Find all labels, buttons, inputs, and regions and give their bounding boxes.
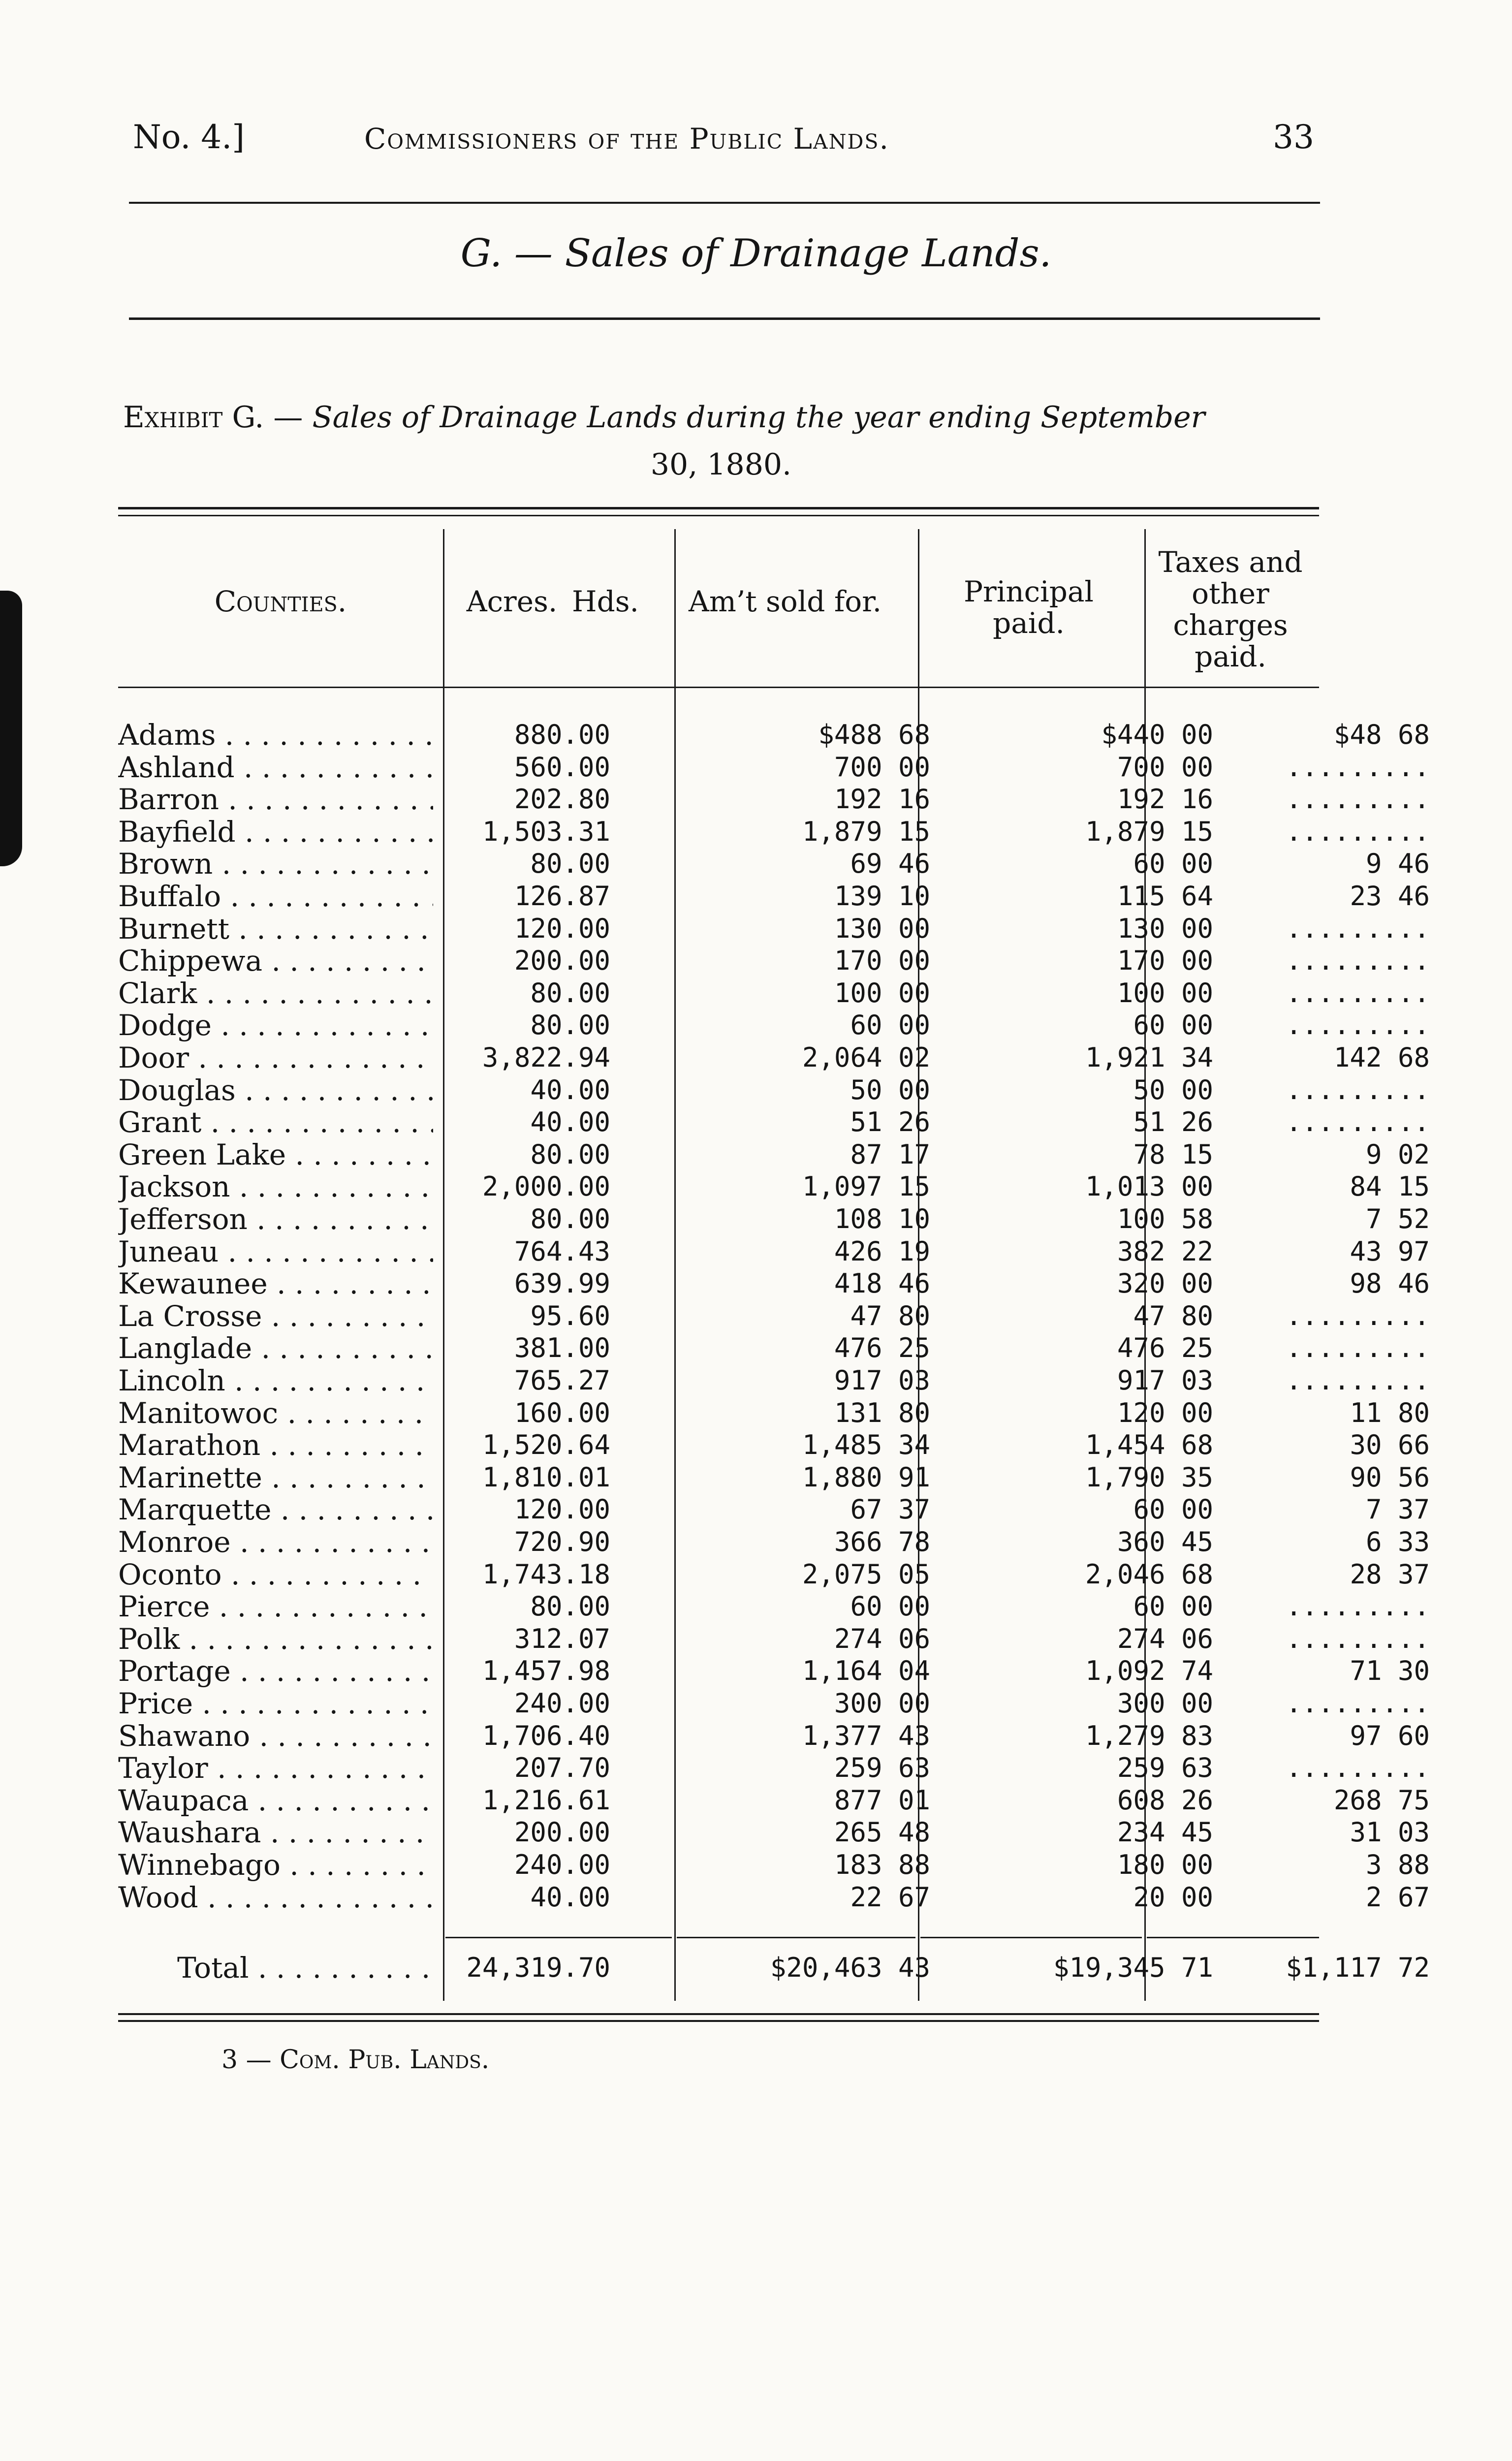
table-row	[118, 1138, 1430, 1171]
principal-cell: 1,454 68	[1085, 1429, 1213, 1461]
table-row	[118, 1009, 1430, 1042]
exhibit-date: 30, 1880.	[650, 447, 792, 482]
county-cell: Grant . . .	[118, 1106, 433, 1138]
acres-cell: 764.43	[514, 1235, 610, 1267]
acres-cell: 120.00	[514, 913, 610, 944]
page-header	[133, 118, 1314, 167]
table-row	[118, 1267, 1430, 1300]
county-cell: Marinette . . .	[118, 1461, 433, 1494]
total-taxes: $1,117 72	[1286, 1952, 1430, 1983]
acres-cell: 80.00	[530, 1203, 610, 1234]
section-title: G. — Sales of Drainage Lands.	[460, 231, 1052, 276]
county-cell: Waushara . . .	[118, 1816, 433, 1849]
principal-cell: 320 00	[1117, 1268, 1213, 1299]
taxes-cell: .........	[1286, 945, 1430, 977]
taxes-cell: .........	[1286, 1074, 1430, 1105]
principal-cell: 47 80	[1133, 1300, 1213, 1331]
principal-cell: 100 00	[1117, 977, 1213, 1009]
total-amount: $20,463 43	[770, 1952, 930, 1983]
principal-cell: 382 22	[1117, 1235, 1213, 1267]
drainage-sales-table	[118, 507, 1430, 2045]
table-row	[118, 1106, 1430, 1139]
taxes-cell: .........	[1286, 1591, 1430, 1622]
amount-cell: 60 00	[850, 1591, 930, 1622]
section-rule	[129, 317, 1320, 320]
amount-cell: 265 48	[834, 1817, 930, 1848]
col-header-acres: Acres.	[466, 585, 558, 618]
acres-cell: 3,822.94	[482, 1042, 610, 1073]
amount-cell: 183 88	[834, 1849, 930, 1880]
col-header-counties: Counties.	[214, 585, 347, 618]
principal-cell: 259 63	[1117, 1752, 1213, 1784]
amount-cell: 69 46	[850, 848, 930, 880]
acres-cell: 240.00	[514, 1688, 610, 1719]
county-cell: Jackson . . .	[118, 1170, 433, 1203]
taxes-cell: .........	[1286, 913, 1430, 944]
amount-cell: 51 26	[850, 1106, 930, 1138]
acres-cell: 40.00	[530, 1074, 610, 1105]
county-cell: Winnebago . . .	[118, 1849, 433, 1881]
principal-cell: 1,921 34	[1085, 1042, 1213, 1073]
principal-cell: 170 00	[1117, 945, 1213, 977]
county-cell: Burnett . . .	[118, 913, 433, 945]
table-row	[118, 1719, 1430, 1752]
taxes-cell: 3 88	[1365, 1849, 1430, 1880]
col-header-principal: Principal paid.	[964, 575, 1094, 640]
amount-cell: 67 37	[850, 1494, 930, 1525]
acres-cell: 560.00	[514, 751, 610, 783]
principal-cell: $440 00	[1101, 719, 1213, 750]
taxes-cell: 30 66	[1350, 1429, 1430, 1461]
acres-cell: 40.00	[530, 1881, 610, 1913]
principal-cell: 20 00	[1133, 1881, 1213, 1913]
exhibit-description: Sales of Drainage Lands during the year ending September	[312, 400, 1205, 435]
county-cell: Polk . . .	[118, 1623, 433, 1655]
taxes-cell: 2 67	[1365, 1881, 1430, 1913]
amount-cell: 426 19	[834, 1235, 930, 1267]
table-row	[118, 1332, 1430, 1365]
amount-cell: 1,485 34	[802, 1429, 930, 1461]
principal-cell: 192 16	[1117, 784, 1213, 815]
table-row	[118, 1881, 1430, 1914]
amount-cell: 917 03	[834, 1365, 930, 1396]
table-row	[118, 719, 1430, 751]
amount-cell: 2,064 02	[802, 1042, 930, 1073]
acres-cell: 1,503.31	[482, 816, 610, 847]
acres-cell: 202.80	[514, 784, 610, 815]
table-row	[118, 1849, 1430, 1881]
acres-cell: 1,810.01	[482, 1461, 610, 1493]
acres-cell: 880.00	[514, 719, 610, 750]
table-row	[118, 1558, 1430, 1591]
total-acres: 24,319.70	[466, 1952, 610, 1983]
county-cell: Dodge . . .	[118, 1009, 433, 1041]
acres-cell: 720.90	[514, 1526, 610, 1557]
acres-cell: 200.00	[514, 945, 610, 977]
page-number: 33	[1273, 118, 1314, 156]
county-cell: Pierce . . .	[118, 1590, 433, 1623]
table-row	[118, 1299, 1430, 1332]
amount-cell: 1,879 15	[802, 816, 930, 847]
acres-cell: 200.00	[514, 1817, 610, 1848]
principal-cell: 300 00	[1117, 1688, 1213, 1719]
county-cell: Barron . . .	[118, 783, 433, 816]
county-cell: Ashland . . .	[118, 751, 433, 784]
taxes-cell: .........	[1286, 1623, 1430, 1654]
table-row	[118, 1429, 1430, 1462]
principal-cell: 1,790 35	[1085, 1461, 1213, 1493]
county-cell: Douglas . . .	[118, 1074, 433, 1106]
county-cell: La Crosse . . .	[118, 1300, 433, 1332]
amount-cell: 170 00	[834, 945, 930, 977]
amount-cell: 50 00	[850, 1074, 930, 1105]
acres-cell: 1,216.61	[482, 1784, 610, 1816]
col-header-taxes: Taxes and other charges paid.	[1158, 545, 1303, 673]
table-row	[118, 977, 1430, 1010]
acres-cell: 240.00	[514, 1849, 610, 1880]
acres-cell: 120.00	[514, 1494, 610, 1525]
acres-cell: 312.07	[514, 1623, 610, 1654]
table-row	[118, 1073, 1430, 1106]
taxes-cell: 11 80	[1350, 1397, 1430, 1428]
acres-cell: 80.00	[530, 977, 610, 1009]
taxes-cell: .........	[1286, 1300, 1430, 1331]
county-cell: Jefferson . . .	[118, 1203, 433, 1235]
county-cell: Door . . .	[118, 1041, 433, 1074]
principal-cell: 234 45	[1117, 1817, 1213, 1848]
taxes-cell: .........	[1286, 1106, 1430, 1138]
total-rule-acres	[445, 1937, 672, 1938]
acres-cell: 80.00	[530, 1010, 610, 1041]
table-row	[118, 1752, 1430, 1785]
amount-cell: 259 63	[834, 1752, 930, 1784]
principal-cell: 700 00	[1117, 751, 1213, 783]
principal-cell: 180 00	[1117, 1849, 1213, 1880]
taxes-cell: 23 46	[1350, 881, 1430, 912]
principal-cell: 51 26	[1133, 1106, 1213, 1138]
amount-cell: 1,097 15	[802, 1171, 930, 1202]
total-rule-principal	[920, 1937, 1142, 1938]
taxes-cell: 7 37	[1365, 1494, 1430, 1525]
county-cell: Waupaca . . .	[118, 1784, 433, 1817]
taxes-cell: 28 37	[1350, 1558, 1430, 1590]
taxes-cell: 6 33	[1365, 1526, 1430, 1557]
table-row	[118, 1526, 1430, 1558]
table-row	[118, 1461, 1430, 1494]
principal-cell: 1,279 83	[1085, 1720, 1213, 1751]
principal-cell: 120 00	[1117, 1397, 1213, 1428]
taxes-cell: .........	[1286, 1010, 1430, 1041]
taxes-cell: .........	[1286, 784, 1430, 815]
amount-cell: 47 80	[850, 1300, 930, 1331]
table-row	[118, 1203, 1430, 1235]
amount-cell: 476 25	[834, 1332, 930, 1364]
table-top-rule	[118, 507, 1319, 509]
amount-cell: $488 68	[818, 719, 930, 750]
principal-cell: 50 00	[1133, 1074, 1213, 1105]
taxes-cell: $48 68	[1333, 719, 1430, 750]
county-cell: Chippewa . . .	[118, 945, 433, 977]
table-row	[118, 783, 1430, 816]
acres-cell: 1,743.18	[482, 1558, 610, 1590]
table-row	[118, 1235, 1430, 1268]
amount-cell: 130 00	[834, 913, 930, 944]
table-bottom-rule-2	[118, 2020, 1319, 2022]
acres-cell: 639.99	[514, 1268, 610, 1299]
principal-cell: 917 03	[1117, 1365, 1213, 1396]
amount-cell: 192 16	[834, 784, 930, 815]
principal-cell: 1,092 74	[1085, 1655, 1213, 1687]
county-cell: Bayfield . . .	[118, 816, 433, 848]
amount-cell: 60 00	[850, 1010, 930, 1041]
taxes-cell: 142 68	[1333, 1042, 1430, 1073]
total-principal: $19,345 71	[1053, 1952, 1213, 1983]
principal-cell: 1,879 15	[1085, 816, 1213, 847]
table-row	[118, 1170, 1430, 1203]
table-row	[118, 1396, 1430, 1429]
amount-cell: 418 46	[834, 1268, 930, 1299]
table-row	[118, 945, 1430, 978]
amount-cell: 108 10	[834, 1203, 930, 1234]
amount-cell: 100 00	[834, 977, 930, 1009]
principal-cell: 2,046 68	[1085, 1558, 1213, 1590]
county-cell: Marquette . . .	[118, 1493, 433, 1526]
taxes-cell: .........	[1286, 1332, 1430, 1364]
col-header-hds: Hds.	[572, 585, 639, 618]
taxes-cell: .........	[1286, 1752, 1430, 1784]
table-row	[118, 848, 1430, 881]
amount-cell: 22 67	[850, 1881, 930, 1913]
taxes-cell: .........	[1286, 1688, 1430, 1719]
principal-cell: 60 00	[1133, 848, 1213, 880]
county-cell: Shawano . . .	[118, 1720, 433, 1752]
table-row	[118, 1493, 1430, 1526]
table-row	[118, 912, 1430, 945]
table-row	[118, 1041, 1430, 1074]
county-cell: Buffalo . . .	[118, 880, 433, 913]
principal-cell: 1,013 00	[1085, 1171, 1213, 1202]
county-cell: Portage . . .	[118, 1655, 433, 1687]
acres-cell: 207.70	[514, 1752, 610, 1784]
amount-cell: 131 80	[834, 1397, 930, 1428]
total-label: Total . . .	[177, 1952, 433, 1984]
table-row	[118, 1590, 1430, 1623]
taxes-cell: 7 52	[1365, 1203, 1430, 1234]
acres-cell: 765.27	[514, 1365, 610, 1396]
amount-cell: 139 10	[834, 881, 930, 912]
total-rule-taxes	[1147, 1937, 1319, 1938]
amount-cell: 300 00	[834, 1688, 930, 1719]
principal-cell: 60 00	[1133, 1010, 1213, 1041]
table-row	[118, 1816, 1430, 1849]
taxes-cell: 43 97	[1350, 1235, 1430, 1267]
county-cell: Brown . . .	[118, 848, 433, 880]
acres-cell: 80.00	[530, 848, 610, 880]
taxes-cell: 90 56	[1350, 1461, 1430, 1493]
county-cell: Price . . .	[118, 1687, 433, 1720]
principal-cell: 608 26	[1117, 1784, 1213, 1816]
principal-cell: 476 25	[1117, 1332, 1213, 1364]
county-cell: Monroe . . .	[118, 1526, 433, 1558]
county-cell: Langlade . . .	[118, 1332, 433, 1364]
principal-cell: 100 58	[1117, 1203, 1213, 1234]
amount-cell: 700 00	[834, 751, 930, 783]
principal-cell: 78 15	[1133, 1138, 1213, 1170]
total-row	[118, 1952, 1430, 1984]
principal-cell: 60 00	[1133, 1494, 1213, 1525]
principal-cell: 360 45	[1117, 1526, 1213, 1557]
acres-cell: 1,457.98	[482, 1655, 610, 1687]
county-cell: Juneau . . .	[118, 1235, 433, 1268]
taxes-cell: 84 15	[1350, 1171, 1430, 1202]
taxes-cell: 9 46	[1365, 848, 1430, 880]
table-row	[118, 1364, 1430, 1397]
exhibit-label: Exhibit G. —	[123, 400, 303, 435]
table-row	[118, 815, 1430, 848]
taxes-cell: .........	[1286, 751, 1430, 783]
taxes-cell: 97 60	[1350, 1720, 1430, 1751]
county-cell: Lincoln . . .	[118, 1364, 433, 1397]
amount-cell: 87 17	[850, 1138, 930, 1170]
taxes-cell: 9 02	[1365, 1138, 1430, 1170]
acres-cell: 80.00	[530, 1138, 610, 1170]
acres-cell: 80.00	[530, 1591, 610, 1622]
county-cell: Taylor . . .	[118, 1752, 433, 1784]
taxes-cell: 98 46	[1350, 1268, 1430, 1299]
amount-cell: 274 06	[834, 1623, 930, 1654]
header-bottom-rule	[118, 687, 1319, 688]
acres-cell: 40.00	[530, 1106, 610, 1138]
county-cell: Manitowoc . . .	[118, 1397, 433, 1429]
acres-cell: 160.00	[514, 1397, 610, 1428]
col-header-amount: Am’t sold for.	[688, 585, 882, 618]
table-top-rule-2	[118, 515, 1319, 516]
document-number: No. 4.]	[133, 118, 245, 156]
table-row	[118, 1622, 1430, 1655]
amount-cell: 1,164 04	[802, 1655, 930, 1687]
taxes-cell: 71 30	[1350, 1655, 1430, 1687]
table-row	[118, 1687, 1430, 1720]
amount-cell: 1,880 91	[802, 1461, 930, 1493]
acres-cell: 126.87	[514, 881, 610, 912]
amount-cell: 366 78	[834, 1526, 930, 1557]
county-cell: Green Lake . . .	[118, 1138, 433, 1171]
county-cell: Marathon . . .	[118, 1429, 433, 1461]
taxes-cell: 268 75	[1333, 1784, 1430, 1816]
table-bottom-rule	[118, 2013, 1319, 2015]
county-cell: Adams . . .	[118, 719, 433, 751]
total-rule-amount	[677, 1937, 915, 1938]
acres-cell: 1,520.64	[482, 1429, 610, 1461]
principal-cell: 130 00	[1117, 913, 1213, 944]
table-row	[118, 1784, 1430, 1817]
county-cell: Kewaunee . . .	[118, 1267, 433, 1300]
page-edge-blot	[0, 591, 22, 866]
table-row	[118, 751, 1430, 784]
exhibit-caption	[123, 394, 1319, 488]
taxes-cell: 31 03	[1350, 1817, 1430, 1848]
taxes-cell: .........	[1286, 977, 1430, 1009]
acres-cell: 1,706.40	[482, 1720, 610, 1751]
table-row	[118, 880, 1430, 913]
amount-cell: 877 01	[834, 1784, 930, 1816]
amount-cell: 2,075 05	[802, 1558, 930, 1590]
taxes-cell: .........	[1286, 1365, 1430, 1396]
taxes-cell: .........	[1286, 816, 1430, 847]
header-rule	[129, 202, 1320, 204]
county-cell: Oconto . . .	[118, 1558, 433, 1591]
amount-cell: 1,377 43	[802, 1720, 930, 1751]
county-cell: Clark . . .	[118, 977, 433, 1010]
principal-cell: 274 06	[1117, 1623, 1213, 1654]
principal-cell: 115 64	[1117, 881, 1213, 912]
principal-cell: 60 00	[1133, 1591, 1213, 1622]
county-cell: Wood . . .	[118, 1881, 433, 1914]
running-title: Commissioners of the Public Lands.	[364, 122, 889, 156]
acres-cell: 2,000.00	[482, 1171, 610, 1202]
table-row	[118, 1655, 1430, 1688]
acres-cell: 95.60	[530, 1300, 610, 1331]
signature-mark: 3 — Com. Pub. Lands.	[221, 2045, 490, 2075]
acres-cell: 381.00	[514, 1332, 610, 1364]
